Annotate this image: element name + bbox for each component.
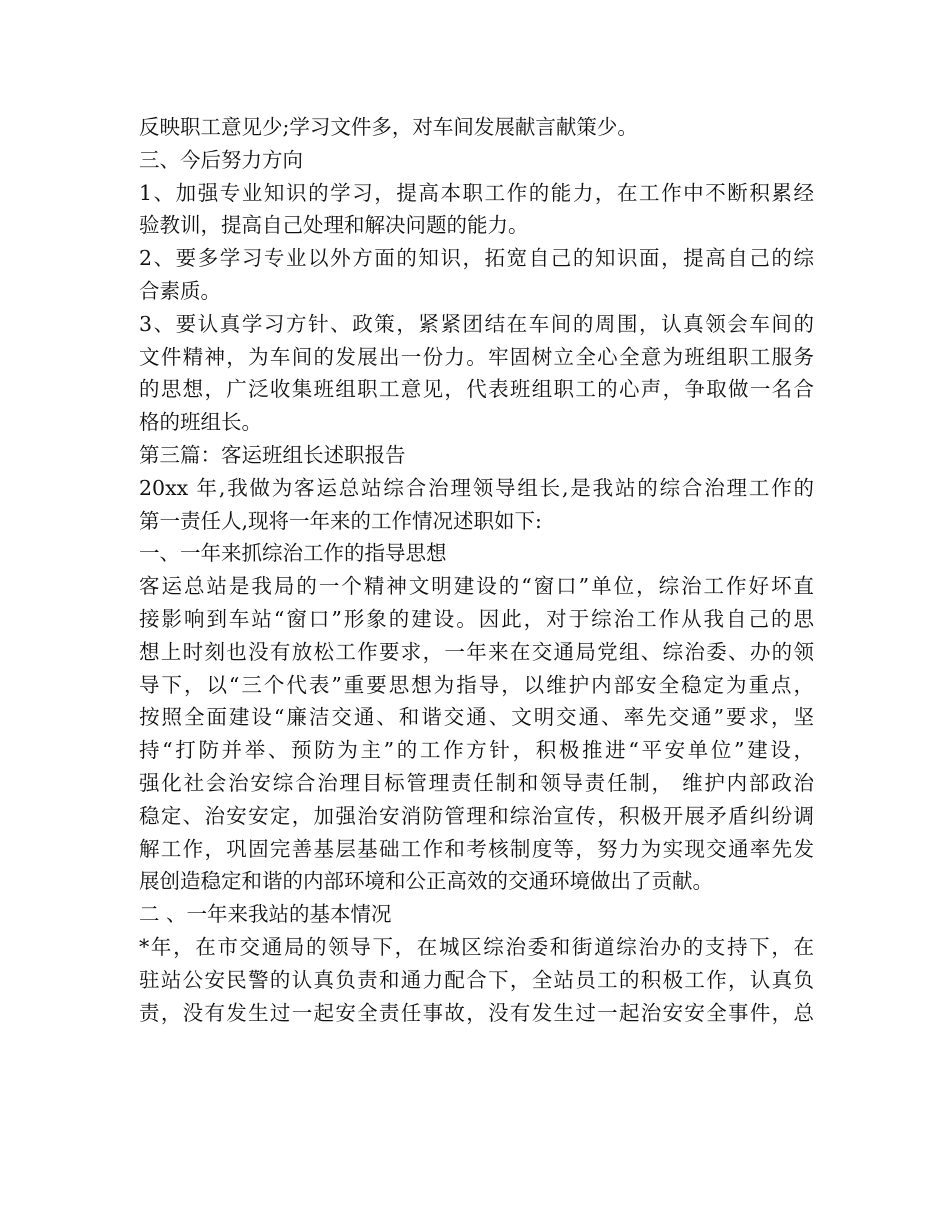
text-line: 按照全面建设“廉洁交通、和谐交通、文明交通、率先交通”要求，坚 [139,705,814,730]
text-line: 合素质。 [139,278,221,303]
text-line: 3、要认真学习方针、政策，紧紧团结在车间的周围，认真领会车间的 [139,311,814,336]
text-line: 持“打防并举、预防为主”的工作方针，积极推进“平安单位”建设， [139,738,814,763]
document-page [139,111,814,1029]
text-line: 2、要多学习专业以外方面的知识，拓宽自己的知识面，提高自己的综 [139,246,814,271]
section-heading: 二 、一年来我站的基本情况 [139,902,392,927]
text-line: 导下，以“三个代表”重要思想为指导，以维护内部安全稳定为重点， [139,672,814,697]
text-line: 强化社会治安综合治理目标管理责任制和领导责任制， 维护内部政治 [139,770,814,795]
text-line: 想上时刻也没有放松工作要求，一年来在交通局党组、综治委、办的领 [139,639,814,664]
text-line: 20xx 年,我做为客运总站综合治理领导组长,是我站的综合治理工作的 [139,475,814,500]
text-line: 接影响到车站“窗口”形象的建设。因此，对于综治工作从我自己的思 [139,606,814,631]
chapter-title: 第三篇：客运班组长述职报告 [139,442,406,467]
text-line: 格的班组长。 [139,410,262,435]
text-line: *年，在市交通局的领导下，在城区综治委和街道综治办的支持下，在 [139,934,814,959]
text-line: 第一责任人,现将一年来的工作情况述职如下: [139,508,542,533]
text-line: 反映职工意见少;学习文件多，对车间发展献言献策少。 [139,115,638,139]
text-line: 1、加强专业知识的学习，提高本职工作的能力，在工作中不断积累经 [139,180,814,205]
text-line: 验教训，提高自己处理和解决问题的能力。 [139,213,529,238]
text-line: 展创造稳定和谐的内部环境和公正高效的交通环境做出了贡献。 [139,869,713,894]
section-heading: 一、一年来抓综治工作的指导思想 [139,541,447,566]
text-line: 责，没有发生过一起安全责任事故，没有发生过一起治安安全事件，总 [139,1000,814,1025]
text-line: 稳定、治安安定，加强治安消防管理和综治宣传，积极开展矛盾纠纷调 [139,803,814,828]
text-line: 解工作，巩固完善基层基础工作和考核制度等，努力为实现交通率先发 [139,836,814,861]
text-line: 客运总站是我局的一个精神文明建设的“窗口”单位，综治工作好坏直 [139,574,814,599]
text-line: 的思想，广泛收集班组职工意见，代表班组职工的心声，争取做一名合 [139,377,814,402]
text-line: 文件精神，为车间的发展出一份力。牢固树立全心全意为班组职工服务 [139,344,814,369]
text-line: 驻站公安民警的认真负责和通力配合下，全站员工的积极工作，认真负 [139,967,814,992]
section-heading: 三、今后努力方向 [139,147,303,172]
